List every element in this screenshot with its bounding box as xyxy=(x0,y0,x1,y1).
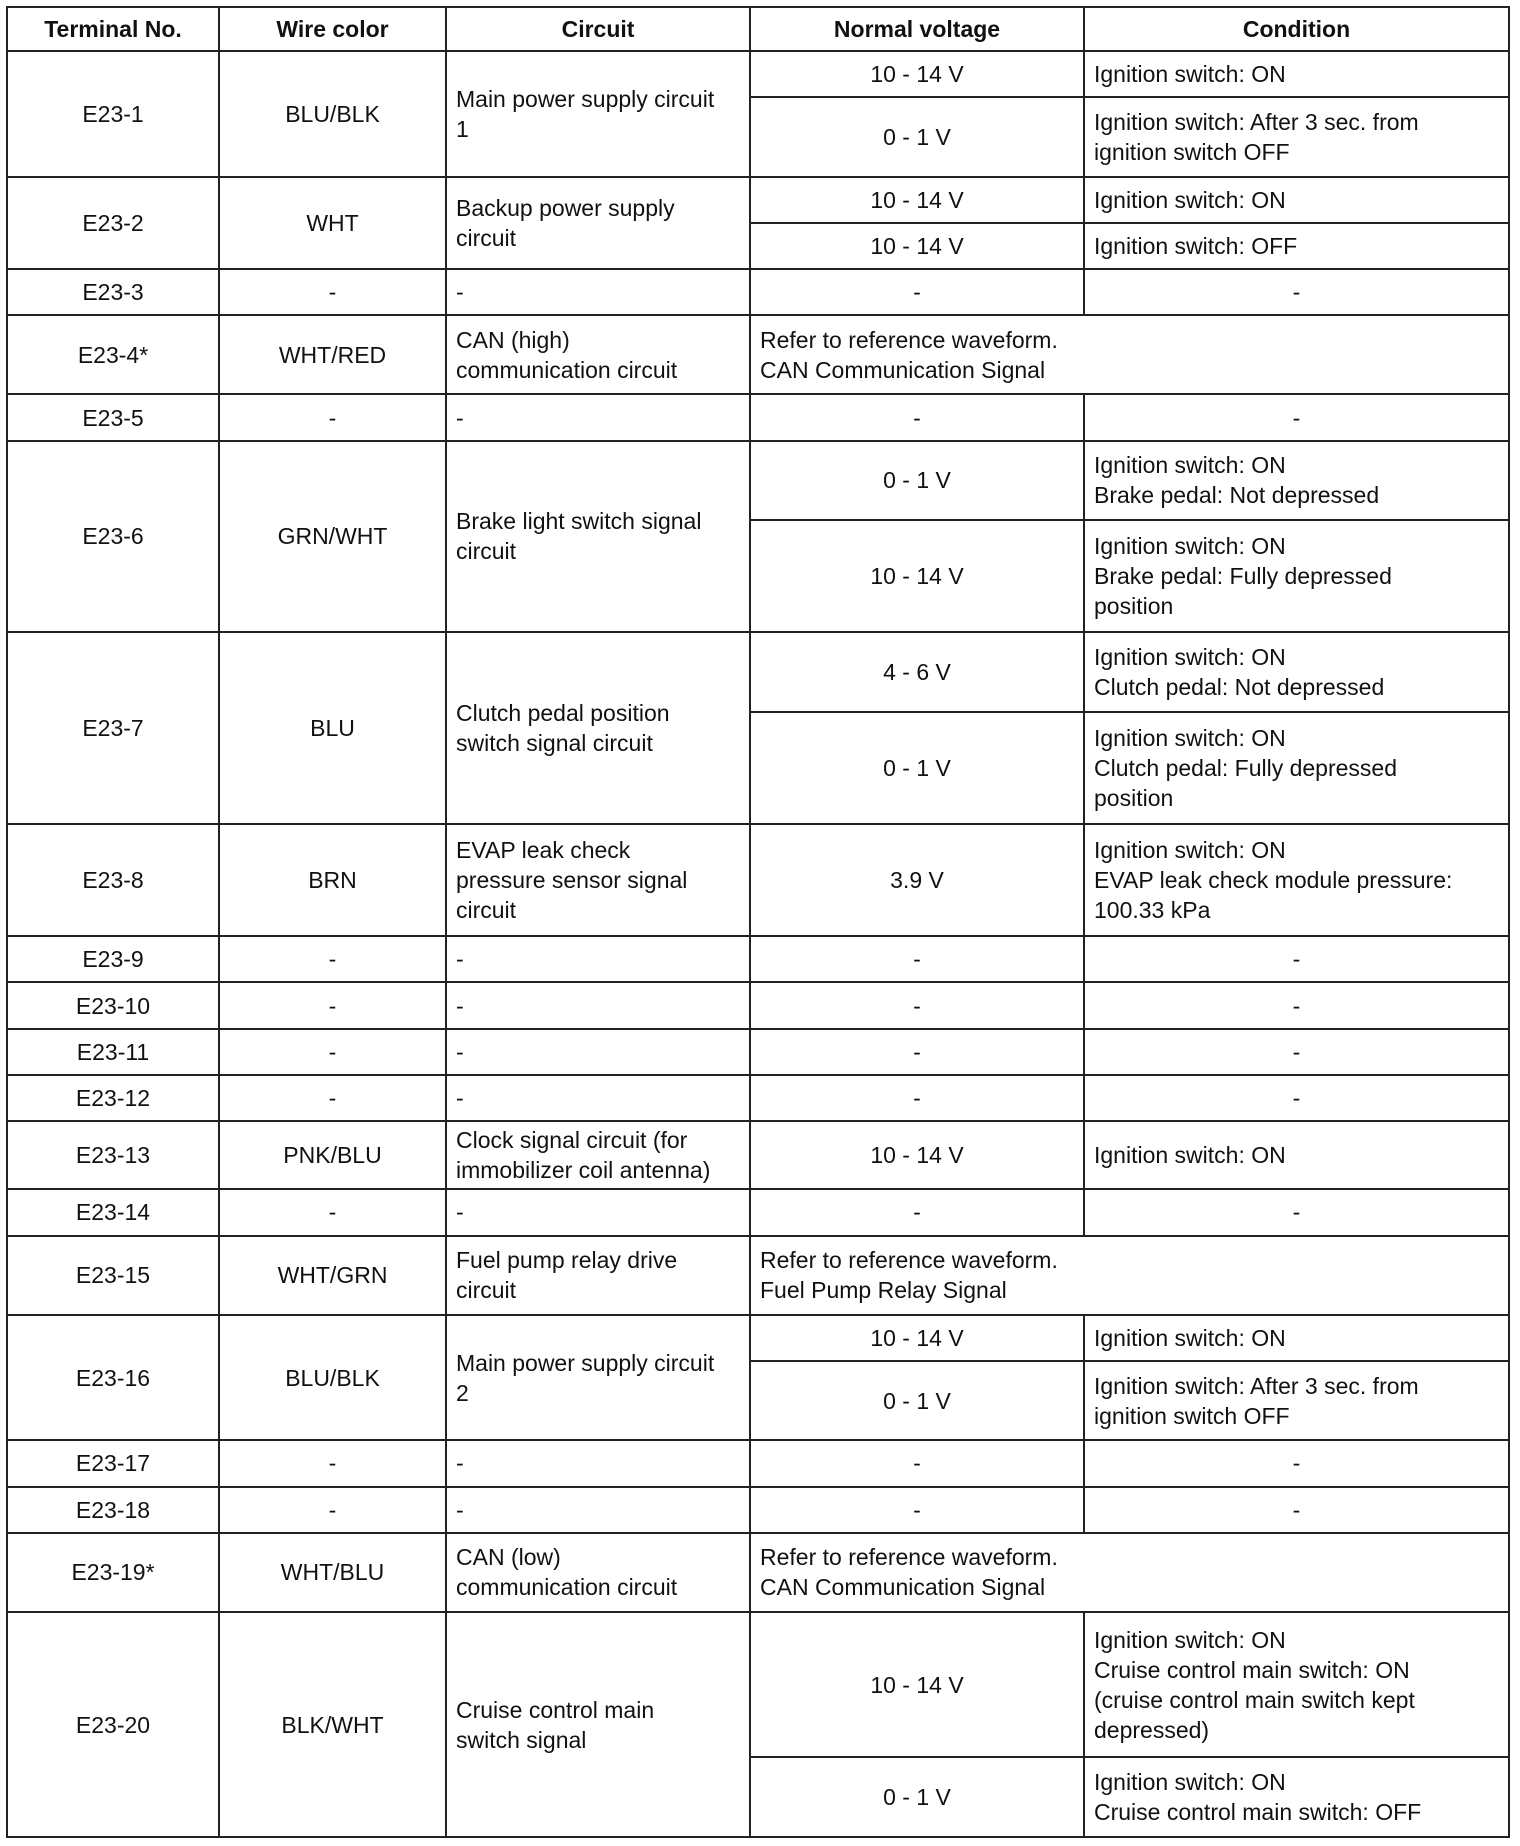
voltage-cell: - xyxy=(750,1075,1084,1121)
circuit-cell: - xyxy=(446,1075,750,1121)
table-row xyxy=(7,1236,1509,1315)
circuit-cell: Main power supply circuit 1 xyxy=(446,51,750,177)
condition-cell: Ignition switch: OFF xyxy=(1084,223,1509,269)
table-row xyxy=(7,51,1509,97)
terminal-cell: E23-10 xyxy=(7,982,219,1028)
wire-color-cell: - xyxy=(219,269,446,315)
table-row xyxy=(7,269,1509,315)
condition-cell: - xyxy=(1084,1487,1509,1533)
table-row xyxy=(7,982,1509,1028)
wire-color-cell: WHT/RED xyxy=(219,315,446,394)
header-terminal: Terminal No. xyxy=(7,7,219,51)
table-row xyxy=(7,1075,1509,1121)
wire-color-cell: WHT xyxy=(219,177,446,269)
voltage-cell: - xyxy=(750,1440,1084,1486)
circuit-cell: - xyxy=(446,1487,750,1533)
condition-cell: Ignition switch: After 3 sec. from ignition switch OFF xyxy=(1084,1361,1509,1440)
voltage-cell: 10 - 14 V xyxy=(750,1121,1084,1189)
table-row xyxy=(7,1612,1509,1757)
circuit-cell: - xyxy=(446,269,750,315)
condition-cell: - xyxy=(1084,269,1509,315)
circuit-cell: - xyxy=(446,982,750,1028)
voltage-cell: - xyxy=(750,1487,1084,1533)
circuit-cell: Backup power supply circuit xyxy=(446,177,750,269)
wire-color-cell: BLU/BLK xyxy=(219,1315,446,1441)
condition-cell: Ignition switch: ON EVAP leak check module pressure: 100.33 kPa xyxy=(1084,824,1509,936)
terminal-cell: E23-14 xyxy=(7,1189,219,1235)
table-row xyxy=(7,824,1509,936)
circuit-cell: Brake light switch signal circuit xyxy=(446,441,750,633)
terminal-cell: E23-4* xyxy=(7,315,219,394)
table-row xyxy=(7,177,1509,223)
voltage-cell: - xyxy=(750,269,1084,315)
voltage-cell: - xyxy=(750,394,1084,440)
table-row xyxy=(7,1121,1509,1189)
circuit-cell: - xyxy=(446,1440,750,1486)
wire-color-cell: - xyxy=(219,1189,446,1235)
circuit-cell: - xyxy=(446,394,750,440)
condition-cell: Ignition switch: ON Cruise control main switch: ON (cruise control main switch kept depressed) xyxy=(1084,1612,1509,1757)
condition-cell: Ignition switch: ON Brake pedal: Not depressed xyxy=(1084,441,1509,520)
condition-cell: Ignition switch: ON Brake pedal: Fully depressed position xyxy=(1084,520,1509,632)
terminal-cell: E23-13 xyxy=(7,1121,219,1189)
terminal-cell: E23-15 xyxy=(7,1236,219,1315)
header-circuit: Circuit xyxy=(446,7,750,51)
wire-color-cell: PNK/BLU xyxy=(219,1121,446,1189)
terminal-cell: E23-9 xyxy=(7,936,219,982)
condition-cell: - xyxy=(1084,1189,1509,1235)
voltage-cell: 3.9 V xyxy=(750,824,1084,936)
table-row xyxy=(7,1440,1509,1486)
condition-cell: - xyxy=(1084,1440,1509,1486)
table-row xyxy=(7,394,1509,440)
voltage-cell: 10 - 14 V xyxy=(750,223,1084,269)
condition-cell: Ignition switch: ON Clutch pedal: Fully depressed position xyxy=(1084,712,1509,824)
voltage-cell: 10 - 14 V xyxy=(750,520,1084,632)
table-body xyxy=(7,51,1509,1837)
terminal-cell: E23-7 xyxy=(7,632,219,824)
voltage-cell: 10 - 14 V xyxy=(750,1315,1084,1361)
wire-color-cell: BLK/WHT xyxy=(219,1612,446,1837)
wire-color-cell: - xyxy=(219,936,446,982)
table-row xyxy=(7,1533,1509,1612)
circuit-cell: EVAP leak check pressure sensor signal circuit xyxy=(446,824,750,936)
terminal-cell: E23-11 xyxy=(7,1029,219,1075)
circuit-cell: Clutch pedal position switch signal circuit xyxy=(446,632,750,824)
wire-color-cell: - xyxy=(219,1487,446,1533)
table-row xyxy=(7,441,1509,520)
header-normal-voltage: Normal voltage xyxy=(750,7,1084,51)
terminal-cell: E23-18 xyxy=(7,1487,219,1533)
terminal-cell: E23-3 xyxy=(7,269,219,315)
table-row xyxy=(7,936,1509,982)
header-condition: Condition xyxy=(1084,7,1509,51)
terminal-cell: E23-2 xyxy=(7,177,219,269)
waveform-note-cell: Refer to reference waveform. CAN Communication Signal xyxy=(750,1533,1509,1612)
wire-color-cell: - xyxy=(219,394,446,440)
condition-cell: - xyxy=(1084,394,1509,440)
voltage-cell: 10 - 14 V xyxy=(750,1612,1084,1757)
condition-cell: Ignition switch: ON xyxy=(1084,1121,1509,1189)
wire-color-cell: BLU xyxy=(219,632,446,824)
circuit-cell: CAN (high) communication circuit xyxy=(446,315,750,394)
voltage-cell: 10 - 14 V xyxy=(750,177,1084,223)
voltage-cell: 0 - 1 V xyxy=(750,1757,1084,1837)
wire-color-cell: - xyxy=(219,1440,446,1486)
waveform-note-cell: Refer to reference waveform. CAN Communication Signal xyxy=(750,315,1509,394)
condition-cell: Ignition switch: After 3 sec. from ignition switch OFF xyxy=(1084,97,1509,176)
terminal-cell: E23-17 xyxy=(7,1440,219,1486)
voltage-cell: 0 - 1 V xyxy=(750,1361,1084,1440)
table-row xyxy=(7,1487,1509,1533)
terminal-cell: E23-6 xyxy=(7,441,219,633)
circuit-cell: Fuel pump relay drive circuit xyxy=(446,1236,750,1315)
voltage-cell: - xyxy=(750,982,1084,1028)
header-row xyxy=(7,7,1509,51)
terminal-cell: E23-5 xyxy=(7,394,219,440)
terminal-cell: E23-20 xyxy=(7,1612,219,1837)
table-row xyxy=(7,1029,1509,1075)
circuit-cell: Clock signal circuit (for immobilizer coil antenna) xyxy=(446,1121,750,1189)
table-row xyxy=(7,315,1509,394)
table-row xyxy=(7,1189,1509,1235)
voltage-cell: - xyxy=(750,1189,1084,1235)
condition-cell: - xyxy=(1084,1075,1509,1121)
wire-color-cell: BLU/BLK xyxy=(219,51,446,177)
voltage-cell: - xyxy=(750,1029,1084,1075)
voltage-cell: 4 - 6 V xyxy=(750,632,1084,711)
voltage-cell: 0 - 1 V xyxy=(750,97,1084,176)
voltage-cell: 0 - 1 V xyxy=(750,441,1084,520)
condition-cell: Ignition switch: ON Cruise control main switch: OFF xyxy=(1084,1757,1509,1837)
condition-cell: Ignition switch: ON xyxy=(1084,1315,1509,1361)
condition-cell: - xyxy=(1084,982,1509,1028)
terminal-cell: E23-1 xyxy=(7,51,219,177)
wire-color-cell: GRN/WHT xyxy=(219,441,446,633)
condition-cell: Ignition switch: ON xyxy=(1084,177,1509,223)
terminal-cell: E23-16 xyxy=(7,1315,219,1441)
terminal-cell: E23-12 xyxy=(7,1075,219,1121)
voltage-cell: 0 - 1 V xyxy=(750,712,1084,824)
circuit-cell: - xyxy=(446,936,750,982)
condition-cell: Ignition switch: ON Clutch pedal: Not depressed xyxy=(1084,632,1509,711)
wire-color-cell: BRN xyxy=(219,824,446,936)
circuit-cell: - xyxy=(446,1189,750,1235)
terminal-cell: E23-8 xyxy=(7,824,219,936)
header-wire-color: Wire color xyxy=(219,7,446,51)
circuit-cell: - xyxy=(446,1029,750,1075)
wire-color-cell: - xyxy=(219,1029,446,1075)
terminal-cell: E23-19* xyxy=(7,1533,219,1612)
waveform-note-cell: Refer to reference waveform. Fuel Pump Relay Signal xyxy=(750,1236,1509,1315)
condition-cell: Ignition switch: ON xyxy=(1084,51,1509,97)
circuit-cell: Main power supply circuit 2 xyxy=(446,1315,750,1441)
table-row xyxy=(7,1315,1509,1361)
wire-color-cell: WHT/BLU xyxy=(219,1533,446,1612)
wire-color-cell: - xyxy=(219,982,446,1028)
table-row xyxy=(7,632,1509,711)
circuit-cell: Cruise control main switch signal xyxy=(446,1612,750,1837)
condition-cell: - xyxy=(1084,1029,1509,1075)
terminal-table xyxy=(6,6,1510,1838)
circuit-cell: CAN (low) communication circuit xyxy=(446,1533,750,1612)
wire-color-cell: WHT/GRN xyxy=(219,1236,446,1315)
voltage-cell: - xyxy=(750,936,1084,982)
wire-color-cell: - xyxy=(219,1075,446,1121)
voltage-cell: 10 - 14 V xyxy=(750,51,1084,97)
condition-cell: - xyxy=(1084,936,1509,982)
